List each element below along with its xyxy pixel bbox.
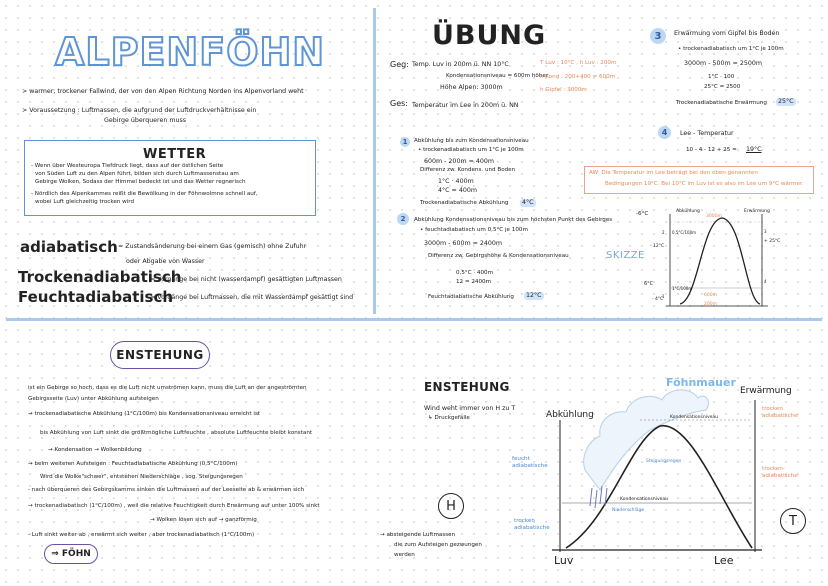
step2-result-label: Feuchtadiabatische Abkühlung (428, 294, 514, 300)
uebung-title: ÜBUNG (432, 20, 547, 51)
entstehung-line: ist ein Gebirge so hoch, dass es die Luft nicht umströmen kann, muss die Luft an der angeströmten (28, 385, 307, 391)
skizze-label: - 12°C (650, 244, 665, 249)
geg-label: Geg: (390, 60, 409, 69)
answer-line: AW: Die Temperatur im Lee beträgt bei den oben genannten (589, 170, 758, 176)
alpen-voraussetzung-cont: Gebirge überqueren muss (104, 117, 187, 124)
step2-line: Abkühlung Kondensationsniveau bis zum höchsten Punkt des Gebirges (414, 217, 613, 223)
wetter-title: WETTER (143, 147, 207, 162)
step3-line: • trockenadiabatisch um 1°C je 100m (678, 46, 784, 52)
skizze-label: Erwärmung (744, 209, 770, 214)
abkuehlung-label: Abkühlung (546, 410, 594, 420)
step1-result-label: Trockenadiabatische Abkühlung (420, 200, 509, 206)
ges-line: Temperatur im Lee in 200m ü. NN (412, 102, 519, 109)
geg-right: T Luv : 10°C , h Luv : 200m (540, 60, 617, 66)
geg-line: Höhe Alpen: 3000m (440, 84, 503, 91)
right-label: trocken adiabatische (762, 406, 798, 419)
skizze-label: 2 (662, 230, 665, 235)
step2-calc: 12 = 2400m (456, 279, 492, 285)
kond-bottom-label: Kondensationsniveau (620, 497, 669, 502)
entstehung-line: - Luft sinkt weiter ab , erwärmt sich weiter , aber trockenadiabatisch (1°C/100m) (28, 532, 255, 538)
step3-calc: 1°C · 100 (708, 74, 735, 80)
kond-top-label: Kondensationsniveau (670, 415, 719, 420)
entstehung-line: → Wolken lösen sich auf → ganzförmig (150, 517, 257, 523)
steigungsregen-label: Steigungsregen (646, 459, 682, 464)
step-number: 4 (658, 126, 671, 139)
alpen-voraussetzung: > Voraussetzung : Luftmassen, die aufgrund der Luftdruckverhältnisse ein (22, 107, 257, 114)
foehn-label: ⇒ FÖHN (51, 549, 91, 559)
step1-line: Abkühlung bis zum Kondensationsniveau (414, 138, 529, 144)
wetter-line: - Nördlich des Alpenkammes reißt die Bewölkung in der Föhnwolmne schnell auf, (31, 191, 258, 197)
answer-line: Bedingungen 19°C. Bei 10°C im Luv ist es also im Lee um 9°C wärmer. (605, 181, 804, 187)
foehnmauer-label: Föhnmauer (666, 376, 736, 389)
entstehung-line: bis Abkühlung von Luft sinkt die größtmögliche Luftfeuchte , absolute Luftfeuchte bleibt konstant (40, 430, 313, 436)
step3-title: Erwärmung vom Gipfel bis Boden (674, 30, 780, 37)
step1-result: 4°C (522, 199, 534, 206)
wetter-line: - Wenn über Westeuropa Tiefdruck liegt, dass auf der östlichen Seite (31, 163, 224, 169)
skizze-label: 1 (662, 294, 665, 299)
def-adiabatisch-cont: oder Abgabe von Wasser (126, 258, 205, 265)
step2-line: • feuchtadiabatisch um 0,5°C je 100m (420, 227, 528, 233)
skizze-label: - 4°C (652, 297, 664, 302)
term-feuchtadiabatisch: Feuchtadiabatisch (18, 288, 174, 306)
lee-label: Lee (714, 554, 734, 567)
skizze-label: 1°C/100m (672, 286, 693, 291)
geg-right: h Gipfel : 3000m (540, 87, 587, 93)
niederschlag-label: Niederschläge (612, 508, 645, 513)
diagram-title: ENSTEHUNG (424, 380, 510, 394)
step3-line: 3000m - 500m = 2500m (684, 60, 763, 67)
step2-line: 3000m - 600m = 2400m (424, 240, 503, 247)
step1-calc: 1°C · 400m (438, 178, 474, 185)
entstehung-line: → beim weiteren Aufsteigen : Feuchtadiabatische Abkühlung (0,5°C/100m) (28, 461, 238, 467)
step1-line: 600m - 200m = 400m (424, 158, 495, 165)
step-number: 3 (650, 28, 666, 44)
absteigende-line: die zum Aufsteigen gezwungen (394, 542, 482, 548)
def-feuchtadiabatisch: = Vorgänge bei Luftmassen, die mit Wasserdampf gesättigt sind (150, 294, 354, 301)
def-trockenadiabatisch: = Vorgänge bei nicht (wasserdampf) gesättigten Luftmassen (150, 276, 342, 283)
wetter-line: von Süden Luft zu den Alpen führt, bilden sich durch Luftmassenstau am (35, 171, 239, 177)
cloud-wall (584, 390, 709, 490)
step2-calc: 0,5°C · 400m (456, 270, 494, 276)
feucht-adiabatisch-label: feucht adiabatische (512, 456, 548, 469)
step1-line: • trockenadiabatisch um 1°C je 100m (418, 147, 524, 153)
step3-result-label: Trockenadiabatische Erwärmung (676, 100, 767, 106)
geg-line: Kondensationsniveau = 600m höher (446, 73, 549, 79)
alpen-definition: > warmer, trockener Fallwind, der von den Alpen Richtung Norden ins Alpenvorland weht (22, 88, 304, 95)
skizze-label: 3 (764, 229, 767, 234)
skizze-label: + 25°C (764, 239, 781, 244)
skizze-label: 200m (704, 302, 717, 307)
step4-title: Lee - Temperatur (680, 130, 734, 137)
term-trockenadiabatisch: Trockenadiabatisch (18, 268, 182, 286)
step2-result: 12°C (526, 292, 542, 299)
erwaermung-label: Erwärmung (740, 386, 792, 396)
entstehung-line: → trockenadiabatisch (1°C/100m) , weil die relative Feuchtigkeit durch Erwärmung auf unter 100% sinkt (28, 503, 320, 509)
def-adiabatisch: = Zustandsänderung bei einem Gas (gemisch) ohne Zufuhr (118, 243, 307, 250)
geg-right: h Kond : 200+400 = 600m (540, 74, 616, 80)
entstehung-line: → Kondensation → Wolkenbildung (48, 447, 142, 453)
step1-line: Differenz zw. Kondens. und Boden (420, 167, 516, 173)
term-adiabatisch: adiabatisch (20, 238, 118, 256)
skizze-label: 4 (764, 279, 767, 284)
step4-result: 19°C (746, 146, 762, 153)
step4-calc: 10 - 4 - 12 + 25 = (686, 147, 737, 153)
entstehung-line: - nach überqueren des Gebirgskamms sinken die Luftmassen auf der Leeseite ab & erwärmen sich (28, 487, 305, 493)
trocken-adiabatisch-label: trocken adiabatische (514, 518, 550, 531)
step3-calc: 25°C = 2500 (704, 84, 741, 90)
entstehung-pill-label: ENSTEHUNG (116, 348, 204, 362)
skizze-label: 3000m (706, 214, 722, 219)
absteigende-line: → absteigende Luftmassen (380, 532, 456, 538)
ges-label: Ges: (390, 99, 408, 108)
entstehung-line: → trockenadiabatische Abkühlung (1°C/100m) bis Kondensationsniveau erreicht ist (28, 411, 261, 417)
diagram-sub: ↳ Druckgefälle (428, 415, 470, 421)
skizze-label: 600m (704, 293, 717, 298)
skizze-label: -6°C (636, 211, 649, 217)
skizze-label: Abkühlung (676, 209, 700, 214)
high-pressure-label: H (446, 498, 456, 514)
absteigende-line: werden (394, 552, 415, 558)
entstehung-line: Gebirgsseite (Luv) unter Abkühlung aufsteigen (28, 396, 159, 402)
step2-line: Differenz zw. Gebirgshöhe & Kondensationsniveau (428, 253, 569, 259)
wetter-line: wobei Luft gleichzeitig trocken wird (35, 199, 135, 205)
skizze-label: 6°C (644, 281, 654, 287)
step-number: 2 (397, 213, 409, 225)
skizze-label: SKIZZE (606, 250, 645, 261)
step-number: 1 (400, 137, 410, 147)
alpenfoehn-title: ALPENFÖHN (55, 30, 326, 74)
step1-calc: 4°C = 400m (438, 187, 477, 194)
diagram-sub: Wind weht immer von H zu T (424, 405, 516, 412)
geg-line: Temp. Luv in 200m ü. NN 10°C (412, 61, 509, 68)
wetter-line: Gebirge Wolken, Sodass der Himmel bedeckt ist und das Wetter regnerisch (35, 179, 246, 185)
skizze-label: 0,5°C/100m (672, 230, 697, 235)
luv-label: Luv (554, 554, 574, 567)
entstehung-line: Wird die Wolke"schwer", entstehen Niederschläge , sog. Steigungsregen (40, 474, 243, 480)
step3-result: 25°C (778, 98, 794, 105)
right-label: trocken- adiabatische (762, 466, 798, 479)
low-pressure-label: T (789, 513, 797, 529)
